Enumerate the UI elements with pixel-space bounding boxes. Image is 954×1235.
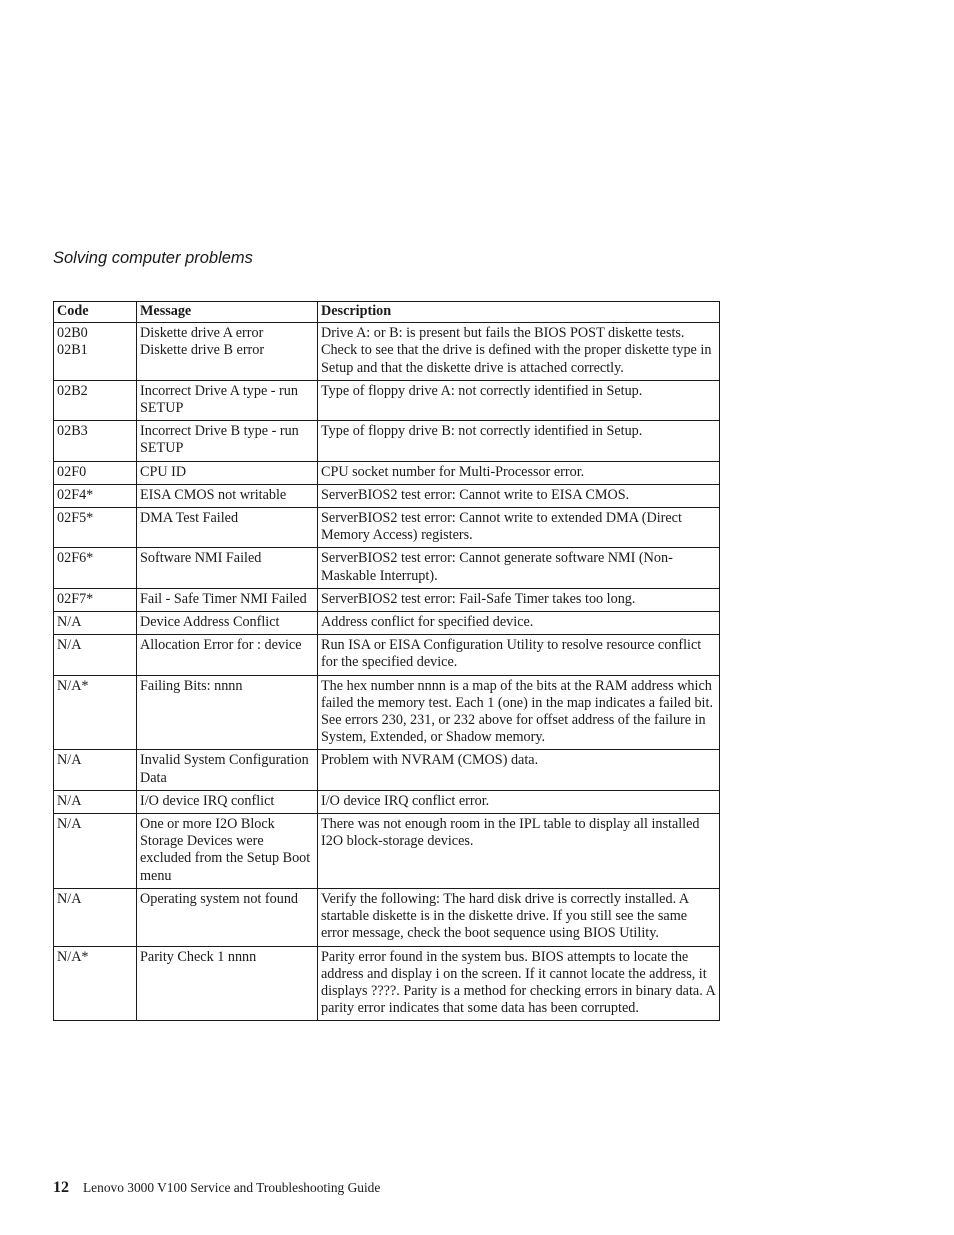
page-number: 12 xyxy=(53,1179,69,1196)
table-row xyxy=(54,508,720,548)
running-head: Solving computer problems xyxy=(53,249,253,267)
error-code: 02F6* xyxy=(57,550,94,567)
error-description: I/O device IRQ conflict error. xyxy=(318,790,720,813)
error-message-cell xyxy=(137,790,318,813)
error-message: Incorrect Drive B type - run SETUP xyxy=(140,423,299,457)
error-message: Diskette drive A error xyxy=(140,325,264,342)
error-code-cell xyxy=(54,461,137,484)
error-code: N/A xyxy=(57,752,82,769)
error-code-cell xyxy=(54,635,137,675)
error-code-cell xyxy=(54,484,137,507)
error-message: Invalid System Configuration Data xyxy=(140,752,309,786)
column-header-code: Code xyxy=(54,302,137,323)
book-title: Lenovo 3000 V100 Service and Troubleshooting Guide xyxy=(83,1180,381,1195)
error-message-cell xyxy=(137,508,318,548)
error-message: EISA CMOS not writable xyxy=(140,486,287,503)
error-description: Drive A: or B: is present but fails the BIOS POST diskette tests. Check to see that the drive is defined with the proper diskette type in Setup and that the diskette drive is attached correctly. xyxy=(318,323,720,381)
error-description: ServerBIOS2 test error: Fail-Safe Timer takes too long. xyxy=(318,588,720,611)
error-description: The hex number nnnn is a map of the bits at the RAM address which failed the memory test. Each 1 (one) in the map indicates a failed bit. See errors 230, 231, or 232 above for offset address of the failure in System, Extended, or Shadow memory. xyxy=(318,675,720,750)
error-message: Parity Check 1 nnnn xyxy=(140,948,257,965)
error-message: Incorrect Drive A type - run SETUP xyxy=(140,382,298,417)
page-footer xyxy=(53,1179,380,1197)
table-row xyxy=(54,888,720,946)
error-code: N/A xyxy=(57,637,82,654)
error-message-cell xyxy=(137,750,318,790)
error-message-cell xyxy=(137,888,318,946)
error-code-cell xyxy=(54,790,137,813)
error-description: There was not enough room in the IPL table to display all installed I2O block-storage devices. xyxy=(318,814,720,889)
table-row xyxy=(54,790,720,813)
error-message: Allocation Error for : device xyxy=(140,637,302,654)
error-code: 02F7* xyxy=(57,590,94,607)
error-message: Operating system not found xyxy=(140,890,299,907)
error-message-cell xyxy=(137,380,318,420)
error-description: Type of floppy drive A: not correctly identified in Setup. xyxy=(318,380,720,420)
error-code: 02F4* xyxy=(57,486,94,503)
error-code-cell xyxy=(54,588,137,611)
error-description: ServerBIOS2 test error: Cannot write to extended DMA (Direct Memory Access) registers. xyxy=(318,508,720,548)
error-code-cell xyxy=(54,612,137,635)
error-code-cell xyxy=(54,750,137,790)
error-message: One or more I2O Block Storage Devices were excluded from the Setup Boot menu xyxy=(140,816,311,884)
error-code-cell xyxy=(54,421,137,461)
error-code: 02F5* xyxy=(57,510,94,527)
error-message: Device Address Conflict xyxy=(140,614,280,631)
error-message-cell xyxy=(137,612,318,635)
error-code: 02F0 xyxy=(57,463,87,480)
error-code: 02B0 xyxy=(57,325,88,342)
error-message-cell xyxy=(137,635,318,675)
error-description: ServerBIOS2 test error: Cannot generate software NMI (Non-Maskable Interrupt). xyxy=(318,548,720,588)
error-description: ServerBIOS2 test error: Cannot write to EISA CMOS. xyxy=(318,484,720,507)
error-code-cell xyxy=(54,548,137,588)
error-description: Problem with NVRAM (CMOS) data. xyxy=(318,750,720,790)
column-header-description: Description xyxy=(318,302,720,323)
error-message: I/O device IRQ conflict xyxy=(140,792,275,809)
error-message: Diskette drive B error xyxy=(140,342,265,359)
error-code: 02B2 xyxy=(57,382,88,399)
error-code: N/A* xyxy=(57,677,89,694)
error-message: DMA Test Failed xyxy=(140,510,239,527)
error-code: N/A xyxy=(57,792,82,809)
error-code-cell xyxy=(54,888,137,946)
table-header-row xyxy=(54,302,720,323)
table-row xyxy=(54,635,720,675)
error-code-cell xyxy=(54,814,137,889)
table-row xyxy=(54,588,720,611)
error-description: Verify the following: The hard disk drive is correctly installed. A startable diskette is in the diskette drive. If you still see the same error message, check the boot sequence using BIOS Utility. xyxy=(318,888,720,946)
table-row xyxy=(54,484,720,507)
error-code: 02B1 xyxy=(57,342,88,359)
table-row xyxy=(54,814,720,889)
error-message-cell xyxy=(137,814,318,889)
error-code-cell xyxy=(54,380,137,420)
error-message: Fail - Safe Timer NMI Failed xyxy=(140,590,307,607)
error-message: Software NMI Failed xyxy=(140,550,262,567)
error-code-cell xyxy=(54,323,137,381)
table-body xyxy=(54,323,720,1021)
error-message-cell xyxy=(137,484,318,507)
error-description: Type of floppy drive B: not correctly identified in Setup. xyxy=(318,421,720,461)
error-code-cell xyxy=(54,675,137,750)
error-code: N/A xyxy=(57,816,82,833)
error-message-cell xyxy=(137,548,318,588)
table-row xyxy=(54,548,720,588)
error-code: N/A xyxy=(57,890,82,907)
error-code-table xyxy=(53,301,720,1021)
error-message-cell xyxy=(137,323,318,381)
error-description: Run ISA or EISA Configuration Utility to resolve resource conflict for the specified device. xyxy=(318,635,720,675)
table-row xyxy=(54,675,720,750)
error-message: CPU ID xyxy=(140,463,187,480)
error-message-cell xyxy=(137,675,318,750)
table-row xyxy=(54,323,720,381)
error-code: N/A xyxy=(57,614,82,631)
column-header-message: Message xyxy=(137,302,318,323)
table-row xyxy=(54,750,720,790)
table-row xyxy=(54,612,720,635)
error-description: Parity error found in the system bus. BIOS attempts to locate the address and display i on the screen. If it cannot locate the address, it displays ????. Parity is a method for checking errors in binary data. A parity error indicates that some data has been corrupted. xyxy=(318,946,720,1021)
error-code-cell xyxy=(54,508,137,548)
error-message: Failing Bits: nnnn xyxy=(140,677,243,694)
error-message-cell xyxy=(137,421,318,461)
error-description: CPU socket number for Multi-Processor error. xyxy=(318,461,720,484)
error-code: N/A* xyxy=(57,948,89,965)
error-description: Address conflict for specified device. xyxy=(318,612,720,635)
error-message-cell xyxy=(137,588,318,611)
table-row xyxy=(54,946,720,1021)
error-message-cell xyxy=(137,946,318,1021)
table-row xyxy=(54,380,720,420)
table-row xyxy=(54,461,720,484)
error-code: 02B3 xyxy=(57,423,88,440)
table-row xyxy=(54,421,720,461)
error-code-cell xyxy=(54,946,137,1021)
error-message-cell xyxy=(137,461,318,484)
